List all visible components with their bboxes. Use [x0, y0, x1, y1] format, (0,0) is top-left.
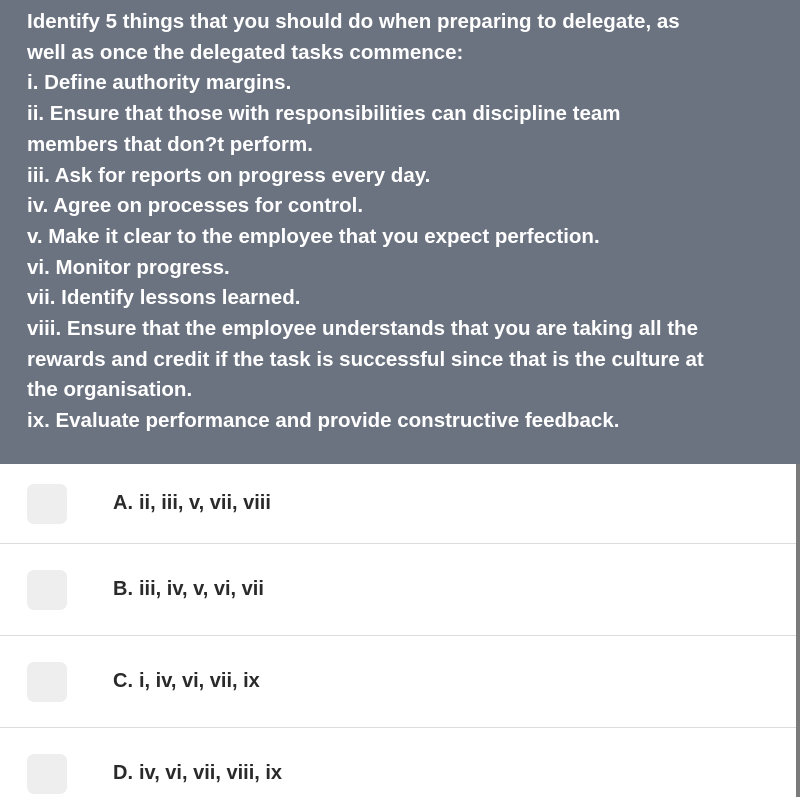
- question-line: vi. Monitor progress.: [27, 255, 230, 279]
- option-d[interactable]: [0, 728, 796, 797]
- option-a-label: [113, 492, 271, 515]
- option-c-label: [113, 670, 260, 693]
- option-text: i, iv, vi, vii, ix: [139, 670, 260, 692]
- option-c[interactable]: [0, 636, 796, 728]
- question-line: ix. Evaluate performance and provide constructive feedback.: [27, 409, 620, 433]
- option-text: iii, iv, v, vi, vii: [139, 578, 264, 600]
- option-letter: A.: [113, 492, 133, 514]
- question-line: iii. Ask for reports on progress every day.: [27, 163, 431, 187]
- question-line: ii. Ensure that those with responsibilities can discipline team: [27, 102, 621, 126]
- question-line: i. Define authority margins.: [27, 71, 292, 95]
- question-line: Identify 5 things that you should do when preparing to delegate, as: [27, 10, 680, 33]
- option-a[interactable]: [0, 464, 796, 544]
- option-b[interactable]: [0, 544, 796, 636]
- question-line: v. Make it clear to the employee that you expect perfection.: [27, 224, 600, 248]
- option-text: ii, iii, v, vii, viii: [139, 492, 271, 514]
- option-c-checkbox[interactable]: [27, 662, 67, 702]
- question-line: the organisation.: [27, 378, 193, 402]
- question-line: viii. Ensure that the employee understands that you are taking all the: [27, 317, 698, 341]
- option-letter: B.: [113, 578, 133, 600]
- option-a-checkbox[interactable]: [27, 484, 67, 524]
- answer-options: [0, 464, 800, 797]
- option-letter: D.: [113, 762, 133, 784]
- option-b-checkbox[interactable]: [27, 570, 67, 610]
- option-letter: C.: [113, 670, 133, 692]
- question-line: rewards and credit if the task is successful since that is the culture at: [27, 347, 704, 371]
- option-b-label: [113, 578, 264, 601]
- option-d-checkbox[interactable]: [27, 754, 67, 794]
- question-line: vii. Identify lessons learned.: [27, 286, 301, 310]
- option-d-label: [113, 762, 282, 785]
- option-text: iv, vi, vii, viii, ix: [139, 762, 283, 784]
- question-line: well as once the delegated tasks commence:: [27, 40, 464, 64]
- question-line: members that don?t perform.: [27, 132, 313, 156]
- question-line: iv. Agree on processes for control.: [27, 194, 364, 218]
